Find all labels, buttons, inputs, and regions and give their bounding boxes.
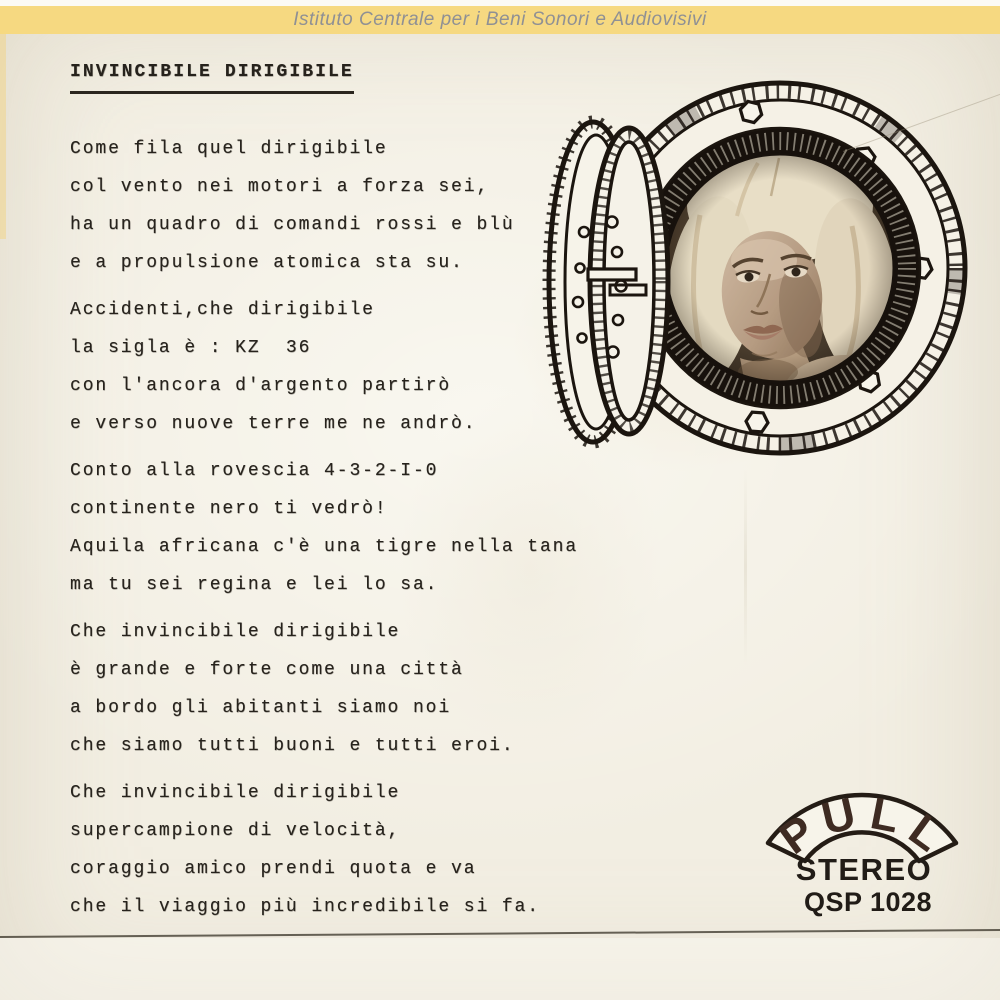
- lyric-line: e a propulsione atomica sta su.: [70, 253, 464, 273]
- lyric-line: Come fila quel dirigibile: [70, 139, 388, 159]
- stanza-4: [70, 613, 690, 765]
- song-title: INVINCIBILE DIRIGIBILE: [70, 62, 354, 94]
- lyric-line: ha un quadro di comandi rossi e blù: [70, 215, 515, 235]
- lyric-line: è grande e forte come una città: [70, 660, 464, 680]
- archive-banner: [0, 6, 1000, 34]
- scan-left-edge-artifact: [0, 34, 6, 239]
- door-latch: [588, 269, 636, 280]
- lyric-line: Che invincibile dirigibile: [70, 622, 401, 642]
- lyric-line: e verso nuove terre me ne andrò.: [70, 414, 477, 434]
- lyric-line: coraggio amico prendi quota e va: [70, 859, 477, 879]
- sleeve-bottom-flap: [0, 938, 1000, 1000]
- lyric-line: supercampione di velocità,: [70, 821, 401, 841]
- crease-line-middle: [744, 468, 747, 666]
- pull-logo: [730, 760, 990, 925]
- lyric-line: Conto alla rovescia 4-3-2-I-0: [70, 461, 439, 481]
- porthole-door: [549, 122, 668, 442]
- pull-letter-p: P: [769, 805, 825, 864]
- catalog-number: QSP 1028: [803, 887, 933, 917]
- lyric-line: che siamo tutti buoni e tutti eroi.: [70, 736, 515, 756]
- lyric-line: col vento nei motori a forza sei,: [70, 177, 490, 197]
- stereo-label: STEREO: [795, 852, 933, 887]
- lyric-line: continente nero ti vedrò!: [70, 499, 388, 519]
- lyric-line: ma tu sei regina e lei lo sa.: [70, 575, 439, 595]
- bolt-icon: [745, 412, 768, 432]
- lyric-line: a bordo gli abitanti siamo noi: [70, 698, 452, 718]
- lyric-line: Aquila africana c'è una tigre nella tana: [70, 537, 579, 557]
- lyric-line: con l'ancora d'argento partirò: [70, 376, 452, 396]
- lyric-line: la sigla è : KZ 36: [70, 338, 312, 358]
- pull-letter-u: U: [816, 787, 861, 845]
- pull-letter-l2: L: [899, 803, 953, 862]
- pull-letter-l1: L: [866, 787, 904, 843]
- archive-banner-text: Istituto Centrale per i Beni Sonori e Audiovisivi: [293, 9, 707, 30]
- lyric-line: che il viaggio più incredibile si fa.: [70, 897, 540, 917]
- porthole-illustration: [540, 56, 985, 481]
- lyric-line: Che invincibile dirigibile: [70, 783, 401, 803]
- lyric-line: Accidenti,che dirigibile: [70, 300, 375, 320]
- stanza-5: [70, 774, 690, 926]
